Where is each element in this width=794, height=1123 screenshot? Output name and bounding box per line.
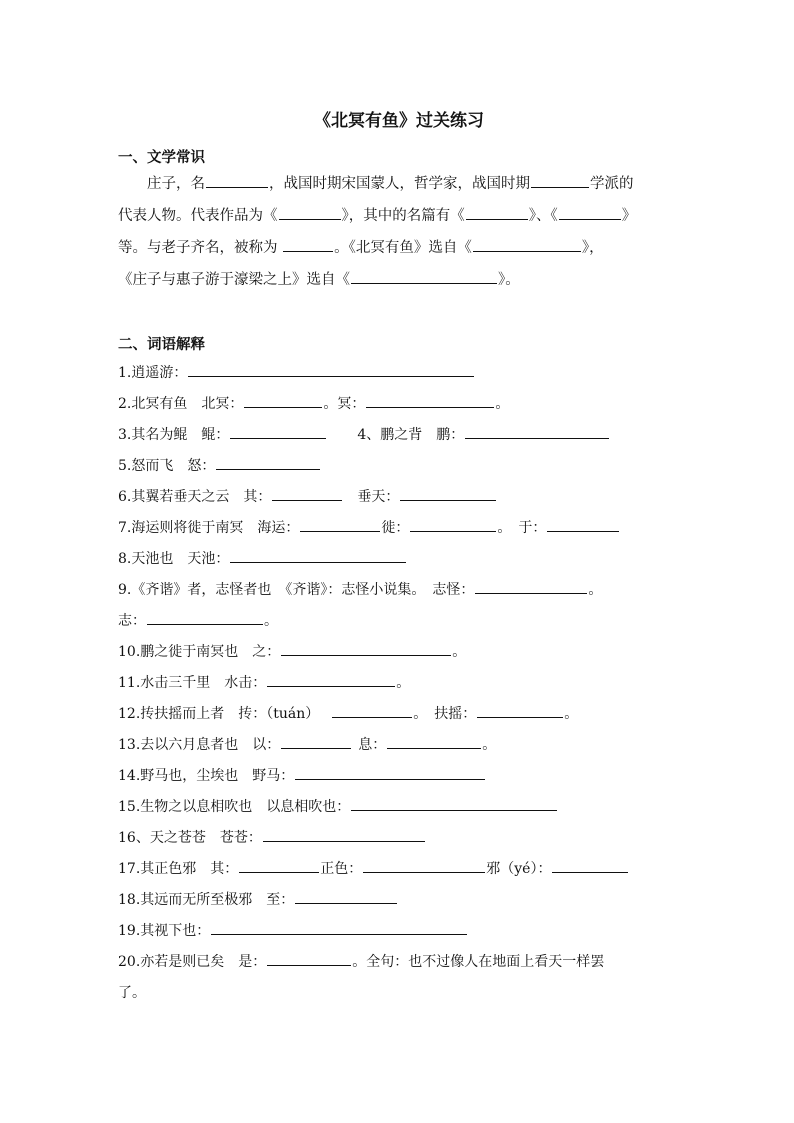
item-text: 15.生物之以息相吹也 以息相吹也：	[118, 799, 351, 815]
text-segment: 》、《	[528, 208, 558, 224]
item-text: 5.怒而飞 怒：	[118, 458, 216, 474]
answer-blank[interactable]	[267, 949, 351, 966]
answer-blank[interactable]	[263, 825, 425, 842]
item-text: 了。	[118, 985, 146, 1001]
item-text: 7.海运则将徙于南冥 海运：	[118, 520, 300, 536]
vocab-item	[118, 482, 497, 512]
answer-blank[interactable]	[559, 203, 621, 220]
item-text: 4、鹏之背 鹏：	[357, 427, 465, 443]
item-text: 。 于：	[497, 520, 547, 536]
text-segment: 》，	[581, 240, 604, 256]
vocab-item	[118, 916, 468, 946]
item-text: 正色：	[320, 861, 363, 877]
answer-blank[interactable]	[230, 422, 326, 439]
item-text: 志：	[118, 613, 146, 629]
item-text: 9.《齐谐》者，志怪者也 《齐谐》：志怪小说集。 志怪：	[118, 582, 475, 598]
text-segment: ，战国时期宋国蒙人，哲学家，战国时期	[269, 176, 530, 192]
vocab-item	[118, 947, 604, 977]
vocab-item	[118, 854, 629, 884]
vocab-item	[118, 513, 620, 543]
item-text: 。冥：	[323, 396, 366, 412]
answer-blank[interactable]	[267, 670, 395, 687]
section-vocabulary-heading: 二、词语解释	[118, 337, 205, 353]
literary-knowledge-paragraph	[118, 168, 678, 296]
vocab-item	[118, 761, 486, 791]
text-segment: 》，其中的名篇有《	[341, 208, 465, 224]
answer-blank[interactable]	[477, 701, 563, 718]
item-text: 息：	[358, 737, 387, 753]
vocab-item	[118, 885, 398, 915]
answer-blank[interactable]	[466, 203, 528, 220]
answer-blank[interactable]	[531, 171, 589, 188]
item-text: 14.野马也，尘埃也 野马：	[118, 768, 295, 784]
answer-blank[interactable]	[281, 732, 351, 749]
page-title: 《北冥有鱼》过关练习	[314, 111, 484, 131]
answer-blank[interactable]	[230, 546, 406, 563]
text-segment: 》。	[498, 272, 520, 288]
answer-blank[interactable]	[188, 360, 474, 377]
answer-blank[interactable]	[332, 701, 412, 718]
answer-blank[interactable]	[206, 171, 268, 188]
item-text: 20.亦若是则已矣 是：	[118, 954, 267, 970]
item-text: 19.其视下也：	[118, 923, 211, 939]
answer-blank[interactable]	[400, 484, 496, 501]
item-text: 。	[452, 644, 467, 660]
item-text: 2.北冥有鱼 北冥：	[118, 396, 244, 412]
item-text: 。 扶摇：	[413, 706, 477, 722]
answer-blank[interactable]	[465, 422, 609, 439]
item-text: 垂天：	[357, 489, 400, 505]
item-text: 。	[564, 706, 579, 722]
text-segment: 学派的	[590, 176, 634, 192]
answer-blank[interactable]	[281, 639, 451, 656]
answer-blank[interactable]	[363, 856, 485, 873]
vocab-item	[118, 823, 426, 853]
item-text: 10.鹏之徙于南冥也 之：	[118, 644, 281, 660]
item-text: 徙：	[381, 520, 410, 536]
answer-blank[interactable]	[366, 391, 494, 408]
answer-blank[interactable]	[239, 856, 319, 873]
vocab-item	[118, 637, 466, 667]
answer-blank[interactable]	[300, 515, 380, 532]
answer-blank[interactable]	[547, 515, 619, 532]
item-text: 16、天之苍苍 苍苍：	[118, 830, 262, 846]
answer-blank[interactable]	[473, 235, 581, 252]
vocab-item	[118, 792, 558, 822]
answer-blank[interactable]	[272, 484, 342, 501]
item-text: 11.水击三千里 水击：	[118, 675, 267, 691]
answer-blank[interactable]	[279, 203, 341, 220]
answer-blank[interactable]	[295, 887, 397, 904]
vocab-item	[118, 668, 410, 698]
item-text: 。全句：也不过像人在地面上看天一样罢	[352, 954, 605, 970]
vocab-item	[118, 575, 602, 605]
item-text: 13.去以六月息者也 以：	[118, 737, 281, 753]
section-literary-knowledge-heading: 一、文学常识	[118, 150, 205, 166]
item-text: 。	[495, 396, 510, 412]
item-text: 6.其翼若垂天之云 其：	[118, 489, 272, 505]
answer-blank[interactable]	[283, 235, 333, 252]
vocab-item	[118, 606, 278, 636]
text-segment: 庄子，名	[118, 176, 205, 192]
answer-blank[interactable]	[295, 763, 485, 780]
answer-blank[interactable]	[552, 856, 628, 873]
answer-blank[interactable]	[351, 794, 557, 811]
answer-blank[interactable]	[387, 732, 481, 749]
item-text: 邪（yé）：	[486, 861, 552, 877]
answer-blank[interactable]	[410, 515, 496, 532]
answer-blank[interactable]	[216, 453, 320, 470]
answer-blank[interactable]	[147, 608, 263, 625]
answer-blank[interactable]	[211, 918, 467, 935]
vocab-item	[118, 978, 146, 1008]
item-text: 3.其名为鲲 鲲：	[118, 427, 230, 443]
item-text: 18.其远而无所至极邪 至：	[118, 892, 295, 908]
vocab-item	[118, 699, 578, 729]
item-text: 。	[482, 737, 497, 753]
item-text: 8.天池也 天池：	[118, 551, 230, 567]
text-segment: 》	[621, 208, 637, 224]
item-text: 。	[588, 582, 603, 598]
vocab-item	[118, 544, 407, 574]
item-text: 。	[396, 675, 411, 691]
item-text: 。	[264, 613, 278, 629]
text-segment: 代表人物。代表作品为《	[118, 208, 278, 224]
item-text: 12.抟扶摇而上者 抟：（tuán）	[118, 706, 320, 722]
answer-blank[interactable]	[351, 267, 497, 284]
vocab-item	[118, 389, 509, 419]
text-segment: 《庄子与惠子游于濠梁之上》选自《	[118, 272, 350, 288]
answer-blank[interactable]	[475, 577, 587, 594]
text-segment: 。《北冥有鱼》选自《	[334, 240, 472, 256]
vocab-item	[118, 358, 475, 388]
vocab-item	[118, 451, 321, 481]
item-text: 17.其正色邪 其：	[118, 861, 239, 877]
vocab-item	[118, 420, 610, 450]
text-segment: 等。与老子齐名，被称为	[118, 240, 283, 256]
item-text: 1.逍遥游：	[118, 365, 188, 381]
answer-blank[interactable]	[244, 391, 322, 408]
vocab-item	[118, 730, 496, 760]
